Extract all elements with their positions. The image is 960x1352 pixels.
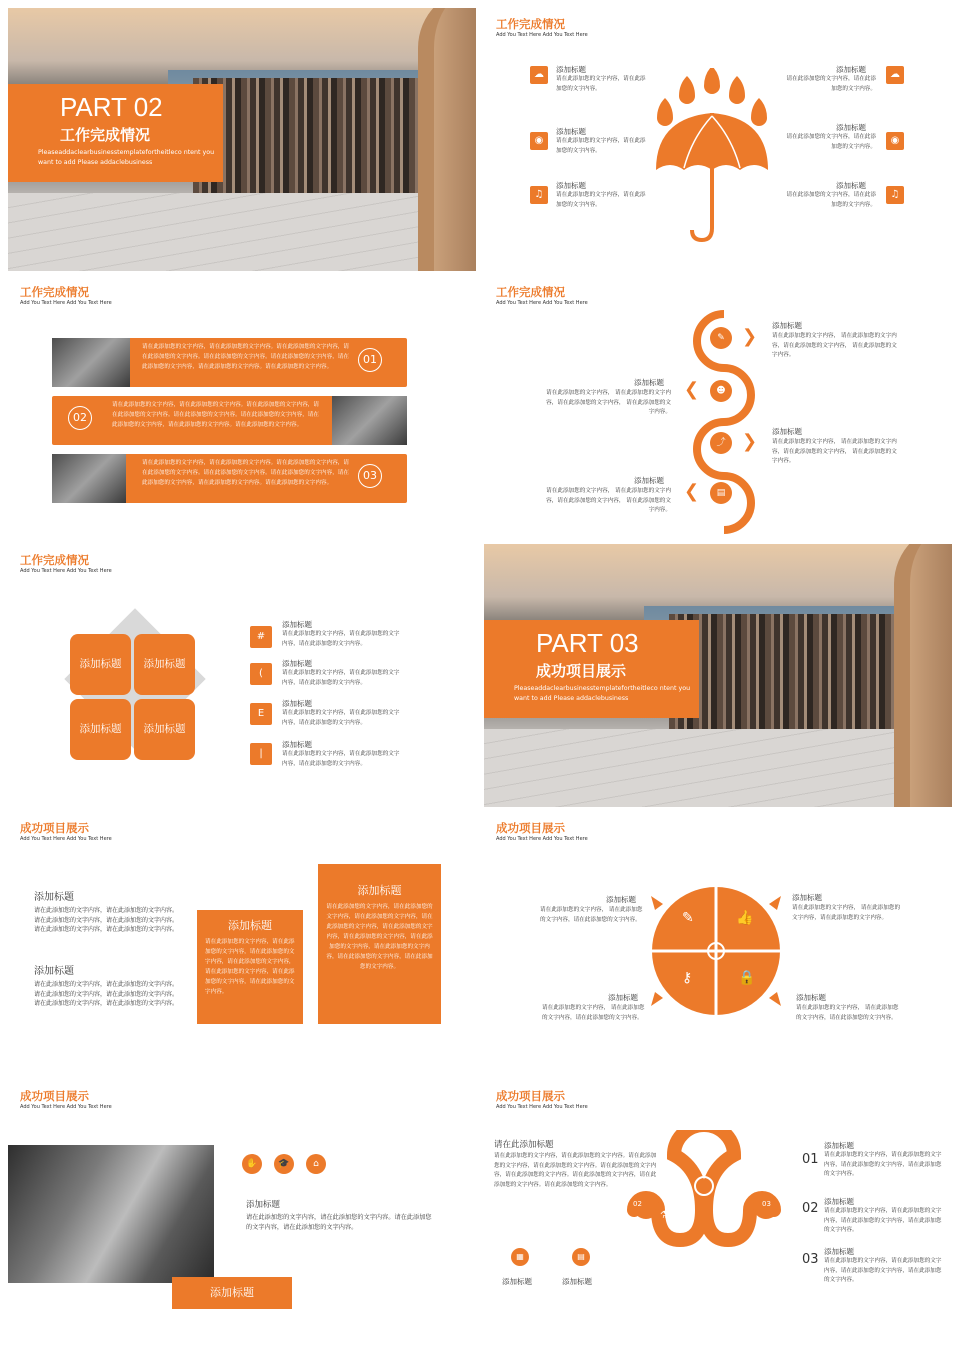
curve-number: 03 (762, 1200, 771, 1208)
item-text: 请在此添加您的文字内容，请在此添加您的文字内容，请在此添加您的文字内容。 (282, 710, 400, 726)
item-heading: 添加标题 (836, 181, 866, 190)
item-text: 请在此添加您的文字内容，请在此添加您的文字内容，请在此添加您的文字内容。 (282, 670, 400, 686)
laptop-photo (52, 338, 130, 387)
slide-subtitle: Add You Text Here Add You Text Here (20, 1104, 112, 1110)
slide-title: 工作完成情况 (20, 285, 89, 299)
camera-icon: ◉ (530, 132, 548, 150)
item-heading: 添加标题 (246, 1200, 281, 1210)
slide-text-boxes (8, 812, 476, 1075)
box-heading: 添加标题 (228, 919, 272, 932)
box-heading: 添加标题 (357, 884, 402, 897)
part-desc: Pleaseaddaclearbusinesstemplatefortheitleco ntent you want to add Please addaclebusiness (38, 149, 215, 166)
item-heading: 添加标题 (792, 893, 822, 902)
content-box (197, 910, 303, 1024)
tile: 添加标题 (134, 634, 195, 695)
item-heading: 添加标题 (772, 321, 802, 330)
slide-subtitle: Add You Text Here Add You Text Here (496, 32, 588, 38)
slide-subtitle: Add You Text Here Add You Text Here (496, 1104, 588, 1110)
document-icon: ✎ (710, 327, 732, 349)
item-heading: 添加标题 (282, 620, 312, 629)
row-bar (52, 338, 407, 387)
item-text: 请在此添加您的文字内容，请在此添加您的文字内容。请在此添加您的文字内容，请在此添加您的文字内容。 (246, 1214, 432, 1231)
item-heading: 添加标题 (796, 993, 826, 1002)
part-desc: Pleaseaddaclearbusinesstemplatefortheitleco ntent you want to add Please addaclebusiness (514, 685, 691, 702)
desk-photo (332, 396, 407, 445)
part-banner (8, 84, 223, 182)
curve-number: 02 (633, 1200, 642, 1208)
item-heading: 添加标题 (824, 1197, 854, 1206)
slide-title: 成功项目展示 (496, 1089, 565, 1103)
item-heading: 添加标题 (634, 476, 664, 485)
row-text: 请在此添加您的文字内容，请在此添加您的文字内容。请在此添加您的文字内容，请在此添加您的文字内容。请在此添加您的文字内容。请在此添加您的文字内容，请在此添加您的文字内容，请在此添加您的文字内容。请在此添加您的文字内容。 (112, 402, 319, 428)
paren-icon: ( (250, 663, 272, 685)
item-text: 请在此添加您的文字内容， 请在此添加您的文字内容，请在此添加您的文字内容， 请在此添加您的文字内容。 (772, 333, 897, 358)
slide-subtitle: Add You Text Here Add You Text Here (20, 300, 112, 306)
slide-s-curve: 工作完成情况 Add You Text Here Add You Text Here ✎ ☻ ⤴ ▤ ❯ ❮ ❯ ❮ 添加标题 请在此添加您的文字内容， 请在此添加您的文字内容，请在此添加您的文字内容， 请在此添加您的文字内容。 添加标题 请在此添加您的文字内容， 请在此添加您的文字内容，请在此添加您的文字内容， 请在此添加您的文字内容。 添加标题 请在此添加您的文字内容， 请在此添加您的文字内容，请在此添加您的文字内容， 请在此添加您的文字内容。 添加标题 请在此添加您的文字内容， 请在此添加您的文字内容，请在此添加您的文字内容， 请在此添加您的文字内容。 (484, 276, 952, 539)
document-icon: ▤ (572, 1248, 590, 1266)
slide-title: 成功项目展示 (20, 1089, 89, 1103)
network-photo (52, 454, 126, 503)
item-text: 请在此添加您的文字内容，请在此添加您的文字内容。 (786, 134, 876, 150)
item-heading: 添加标题 (282, 740, 312, 749)
slide-part03-cover (484, 544, 952, 807)
slide-quadrant-circle (484, 812, 952, 1075)
slide-title: 成功项目展示 (496, 821, 565, 835)
microscope-icon: ⚗ (660, 1210, 669, 1221)
item-text: 请在此添加您的文字内容， 请在此添加您的文字内容，请在此添加您的文字内容， 请在此添加您的文字内容。 (546, 390, 671, 415)
meeting-photo (8, 1145, 214, 1283)
user-icon: ☻ (710, 380, 732, 402)
lead-heading: 请在此添加标题 (494, 1140, 554, 1150)
umbrella-icon (642, 68, 782, 248)
item-text: 请在此添加您的文字内容， 请在此添加您的文字内容，请在此添加您的文字内容， 请在此添加您的文字内容。 (772, 439, 897, 464)
bottom-label: 添加标题 (502, 1277, 532, 1286)
item-heading: 添加标题 (824, 1247, 854, 1256)
item-text: 请在此添加您的文字内容，请在此添加您的文字内容。请在此添加您的文字内容，请在此添加您的文字内容。请在此添加您的文字内容，请在此添加您的文字内容。 (34, 981, 179, 1007)
tile: 添加标题 (70, 699, 131, 760)
item-heading: 添加标题 (282, 659, 312, 668)
item-text: 请在此添加您的文字内容，请在此添加您的文字内容。请在此添加您的文字内容，请在此添加您的文字内容。请在此添加您的文字内容，请在此添加您的文字内容。 (34, 907, 179, 933)
cta-button[interactable]: 添加标题 (172, 1277, 292, 1309)
slide-title: 工作完成情况 (496, 285, 565, 299)
item-text: 请在此添加您的文字内容，请在此添加您的文字内容。 (556, 138, 646, 154)
item-text: 请在此添加您的文字内容， 请在此添加您的文字内容，请在此添加您的文字内容。 (542, 1005, 645, 1021)
slide-photo-rows (8, 276, 476, 539)
item-text: 请在此添加您的文字内容，请在此添加您的文字内容，请在此添加您的文字内容，请在此添加您的文字内容。 (824, 1208, 942, 1233)
item-text: 请在此添加您的文字内容，请在此添加您的文字内容。 (786, 192, 876, 208)
item-heading: 添加标题 (556, 127, 586, 136)
grid-icon: ▦ (511, 1248, 529, 1266)
slide-umbrella (484, 8, 952, 271)
camera-icon: ◉ (886, 132, 904, 150)
graduation-icon: 🎓 (274, 1154, 294, 1174)
row-bar (52, 396, 407, 445)
lock-icon: 🔒 (738, 970, 756, 986)
row-number: 02 (68, 406, 92, 430)
bottom-label: 添加标题 (562, 1277, 592, 1286)
music-icon: ♫ (886, 186, 904, 204)
part-number: PART 02 (60, 92, 163, 122)
item-text: 请在此添加您的文字内容， 请在此添加您的文字内容，请在此添加您的文字内容。 (796, 1005, 899, 1021)
e-icon: E (250, 703, 272, 725)
item-heading: 添加标题 (836, 65, 866, 74)
slide-meeting (8, 1080, 476, 1343)
box-text: 请在此添加您的文字内容，请在此添加您的文字内容，请在此添加您的文字内容，请在此添加您的文字内容，请在此添加您的文字内容，请在此添加您的文字内容，请在此添加您的文字内容，请在此添加您的文字内容，请在此添加您的文字内容，请在此添加您的文字内容。 (326, 904, 433, 970)
item-text: 请在此添加您的文字内容， 请在此添加您的文字内容，请在此添加您的文字内容， 请在此添加您的文字内容。 (546, 488, 671, 513)
part-title: 成功项目展示 (536, 662, 627, 680)
list-number: 03 (802, 1252, 819, 1267)
slide-title: 工作完成情况 (496, 17, 565, 31)
paperclip-icon: ⌇ (738, 1210, 743, 1221)
slide-wave (484, 1080, 952, 1343)
item-text: 请在此添加您的文字内容， 请在此添加您的文字内容，请在此添加您的文字内容。 (792, 905, 901, 921)
chart-icon: ⤴ (710, 432, 732, 454)
item-heading: 添加标题 (824, 1141, 854, 1150)
bar-icon: | (250, 743, 272, 765)
handshake-icon: ✋ (242, 1154, 262, 1174)
key-icon: ⚷ (682, 970, 693, 986)
item-text: 请在此添加您的文字内容，请在此添加您的文字内容。 (556, 76, 646, 92)
item-heading: 添加标题 (556, 65, 586, 74)
item-heading: 添加标题 (34, 966, 74, 977)
item-heading: 添加标题 (282, 699, 312, 708)
curve-number: 01 (694, 1139, 703, 1147)
quadrant-circle (641, 876, 791, 1026)
list-number: 01 (802, 1152, 819, 1167)
slide-subtitle: Add You Text Here Add You Text Here (496, 300, 588, 306)
row-text: 请在此添加您的文字内容，请在此添加您的文字内容。请在此添加您的文字内容，请在此添加您的文字内容。请在此添加您的文字内容。请在此添加您的文字内容，请在此添加您的文字内容，请在此添加您的文字内容。请在此添加您的文字内容。 (142, 344, 349, 370)
slide-four-tiles (8, 544, 476, 807)
cloud-icon: ☁ (886, 66, 904, 84)
thumbs-up-icon: 👍 (736, 910, 754, 926)
item-text: 请在此添加您的文字内容，请在此添加您的文字内容，请在此添加您的文字内容。 (282, 631, 400, 647)
item-heading: 添加标题 (772, 427, 802, 436)
slide-subtitle: Add You Text Here Add You Text Here (20, 836, 112, 842)
item-heading: 添加标题 (836, 123, 866, 132)
slide-subtitle: Add You Text Here Add You Text Here (20, 568, 112, 574)
lead-text: 请在此添加您的文字内容，请在此添加您的文字内容。请在此添加您的文字内容，请在此添加您的文字内容。请在此添加您的文字内容，请在此添加您的文字内容。请在此添加您的文字内容，请在此添加您的文字内容。请在此添加您的文字内容。 (494, 1153, 657, 1188)
content-box (318, 864, 441, 1024)
tile: 添加标题 (70, 634, 131, 695)
part-number: PART 03 (536, 628, 639, 658)
pin-icon: ✎ (682, 910, 694, 926)
file-icon: ▤ (710, 482, 732, 504)
slide-title: 成功项目展示 (20, 821, 89, 835)
item-text: 请在此添加您的文字内容，请在此添加您的文字内容。 (556, 192, 646, 208)
tile: 添加标题 (134, 699, 195, 760)
box-text: 请在此添加您的文字内容，请在此添加您的文字内容，请在此添加您的文字内容，请在此添加您的文字内容，请在此添加您的文字内容，请在此添加您的文字内容，请在此添加您的文字内容。 (205, 939, 295, 995)
cloud-icon: ☁ (530, 66, 548, 84)
item-heading: 添加标题 (556, 181, 586, 190)
row-number: 01 (358, 348, 382, 372)
slide-subtitle: Add You Text Here Add You Text Here (496, 836, 588, 842)
list-number: 02 (802, 1201, 819, 1216)
row-text: 请在此添加您的文字内容，请在此添加您的文字内容。请在此添加您的文字内容，请在此添加您的文字内容。请在此添加您的文字内容。请在此添加您的文字内容，请在此添加您的文字内容，请在此添加您的文字内容。请在此添加您的文字内容。 (142, 460, 349, 486)
part-title: 工作完成情况 (60, 126, 151, 144)
item-text: 请在此添加您的文字内容， 请在此添加您的文字内容，请在此添加您的文字内容。 (540, 907, 643, 923)
item-heading: 添加标题 (606, 895, 636, 904)
row-bar (52, 454, 407, 503)
item-heading: 添加标题 (34, 892, 74, 903)
item-heading: 添加标题 (634, 378, 664, 387)
slide-part02-cover (8, 8, 476, 271)
item-text: 请在此添加您的文字内容，请在此添加您的文字内容，请在此添加您的文字内容，请在此添加您的文字内容。 (824, 1152, 942, 1177)
item-text: 请在此添加您的文字内容，请在此添加您的文字内容。 (786, 76, 876, 92)
building-icon: ⌂ (306, 1154, 326, 1174)
row-number: 03 (358, 464, 382, 488)
part-banner (484, 620, 699, 718)
hash-icon: # (250, 626, 272, 648)
item-text: 请在此添加您的文字内容，请在此添加您的文字内容，请在此添加您的文字内容，请在此添加您的文字内容。 (824, 1258, 942, 1283)
item-text: 请在此添加您的文字内容，请在此添加您的文字内容，请在此添加您的文字内容。 (282, 751, 400, 767)
slide-title: 工作完成情况 (20, 553, 89, 567)
item-heading: 添加标题 (608, 993, 638, 1002)
music-icon: ♫ (530, 186, 548, 204)
wave-graphic (614, 1130, 804, 1260)
